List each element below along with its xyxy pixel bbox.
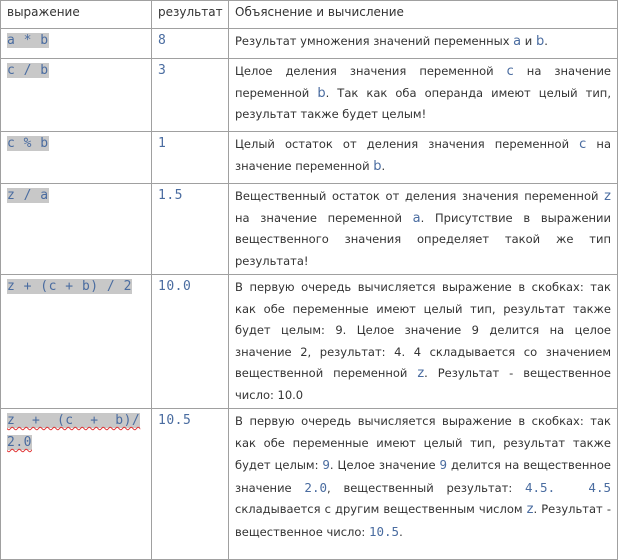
result-value: 1.5 [158,188,183,203]
result-cell [152,409,229,560]
expression-code: c / b [7,63,49,78]
result-value: 3 [158,63,167,78]
table-row [1,29,618,59]
explanation-cell: Результат умножения значений переменных a и b. [229,29,618,59]
expression-code: z + (c + b) / 2 [7,279,132,294]
table-row [1,132,618,184]
result-cell [152,132,229,184]
expression-code: z / a [7,188,49,203]
explanation-cell: Целое деления значения переменной c на значение переменной b. Так как оба операнда имеют целый тип, результат также будет целым! [229,59,618,132]
expression-cell [1,59,152,132]
expression-code: a * b [7,33,49,48]
explanation-cell: В первую очередь вычисляется выражение в скобках: так как обе переменные имеют целый тип, результат также будет целым: 9. Целое значение 9 делится на целое значение 2, результат: 4. 4 складывается со значением вещественной переменной z. Результат - вещественное число: 10.0 [229,275,618,409]
expression-cell [1,132,152,184]
expression-cell [1,275,152,409]
header-row [1,1,618,29]
result-cell [152,29,229,59]
header-explanation: Объяснение и вычисление [229,1,618,29]
result-value: 10.5 [158,413,192,428]
result-value: 1 [158,136,167,151]
table-row [1,409,618,560]
table-row [1,59,618,132]
table-row [1,275,618,409]
explanation-cell: Целый остаток от деления значения переменной c на значение переменной b. [229,132,618,184]
explanation-cell: Вещественный остаток от деления значения переменной z на значение переменной a. Присутствие в выражении вещественного значения определяет такой же тип результата! [229,184,618,275]
expression-code: z + (c + b)/ [7,413,141,428]
expression-cell [1,184,152,275]
result-value: 8 [158,33,167,48]
result-value: 10.0 [158,279,192,294]
expression-code: c % b [7,136,49,151]
explanation-cell: В первую очередь вычисляется выражение в скобках: так как обе переменные имеют целый тип, результат также будет целым: 9. Целое значение 9 делится на вещественное значение 2.0, вещественный результат: 4.5. 4.5 складывается с другим вещественным числом z. Результат - вещественное число: 10.5. [229,409,618,560]
expression-cell [1,409,152,560]
header-result: результат [152,1,229,29]
result-cell [152,59,229,132]
table-row [1,184,618,275]
header-expression: выражение [1,1,152,29]
expression-code-continued: 2.0 [7,435,32,450]
result-cell [152,184,229,275]
expression-cell [1,29,152,59]
result-cell [152,275,229,409]
